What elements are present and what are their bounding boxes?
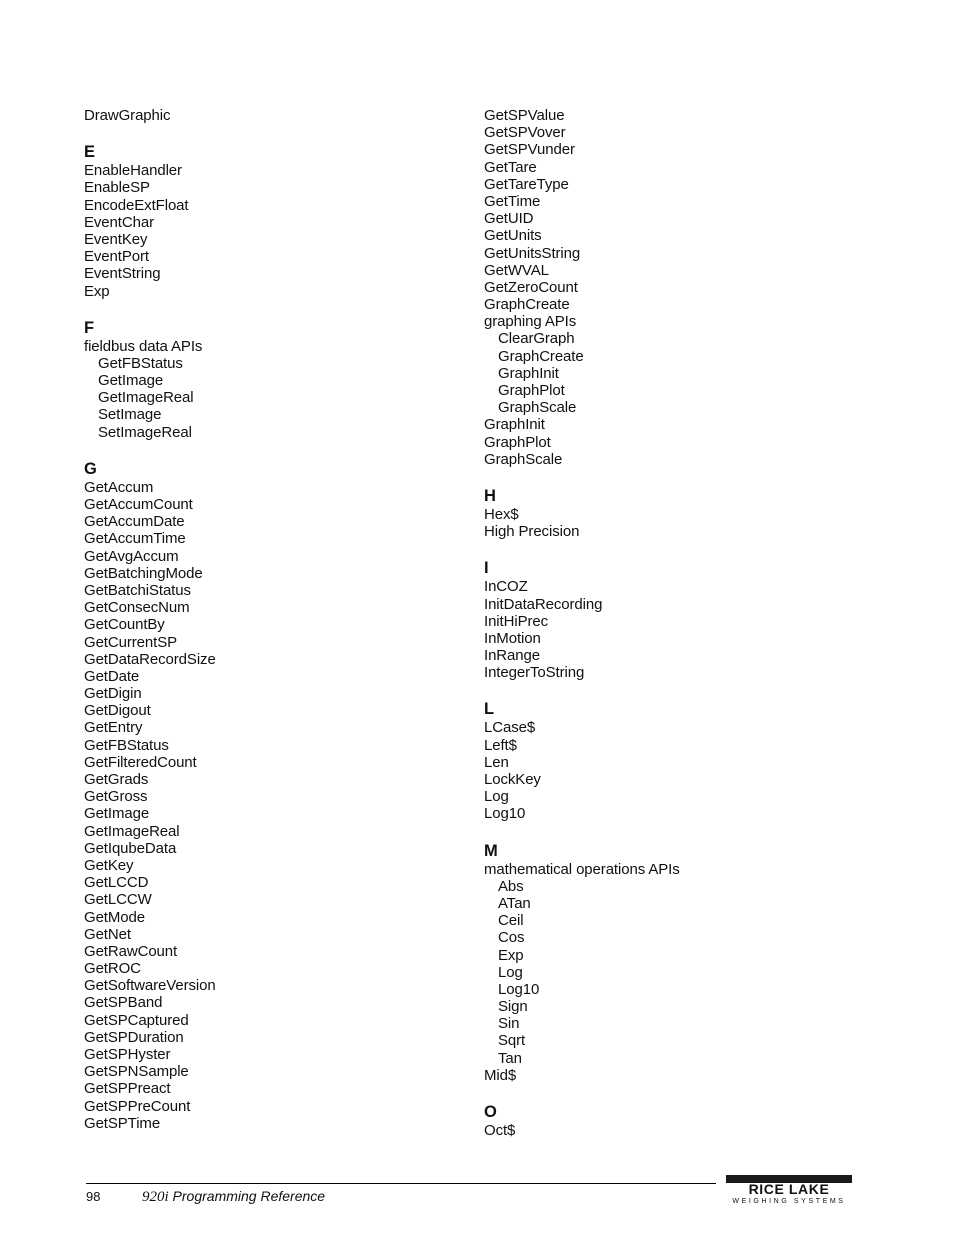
index-entry: GetDigin [84,685,142,703]
index-letter-heading: F [84,318,95,337]
index-subentry: Sign [498,998,528,1016]
index-entry: GetNet [84,925,131,943]
index-entry: Exp [84,282,110,300]
index-entry: GetLCCD [84,874,149,892]
index-entry: GetAccumCount [84,496,193,513]
index-entry: GetTareType [484,175,569,193]
index-entry: LCase$ [484,719,536,737]
index-subentry: Ceil [498,912,524,930]
index-entry: GraphScale [484,450,563,468]
index-entry: GetCountBy [84,616,165,634]
index-entry: Mid$ [484,1066,517,1084]
index-entry: GetDigout [84,702,151,720]
index-entry: GetDataRecordSize [84,650,216,668]
index-entry: IntegerToString [484,664,585,682]
footer-model: 920i [142,1189,169,1205]
index-entry: GetMode [84,908,145,926]
index-entry: High Precision [484,523,580,541]
footer-title-text: Programming Reference [168,1188,326,1204]
index-subentry: Exp [498,946,524,964]
index-entry: Hex$ [484,505,519,523]
index-entry: GetSPHyster [84,1046,171,1063]
index-entry: GetUnitsString [484,244,581,262]
index-entry: GetBatchiStatus [84,581,191,599]
index-entry: GetZeroCount [484,278,578,296]
index-entry: GetLCCW [84,891,152,909]
index-letter-heading: G [84,459,97,478]
index-entry: Len [484,753,509,771]
index-entry: GetGrads [84,771,149,788]
index-subentry: Log [498,963,523,981]
index-entry: EncodeExtFloat [84,196,189,214]
index-subentry: Tan [498,1049,522,1067]
index-entry: GetFBStatus [84,736,169,754]
index-entry: GetKey [84,856,134,874]
index-subentry: SetImageReal [98,423,192,441]
index-entry: GraphInit [484,416,545,434]
index-letter-heading: I [484,559,489,578]
index-entry: GetSPCaptured [84,1011,189,1029]
footer-document-title [142,1188,325,1206]
index-entry: Oct$ [484,1122,516,1139]
index-entry: Left$ [484,736,517,754]
index-entry: EnableHandler [84,162,182,180]
index-entry: GetFilteredCount [84,753,197,771]
index-entry: GetEntry [84,719,143,737]
index-letter-heading: E [84,143,96,162]
index-entry: GetTare [484,158,537,176]
index-entry: InMotion [484,629,541,647]
index-entry: GetImage [84,805,150,823]
index-entry: GetSPValue [484,107,565,124]
index-entry: GetIqubeData [84,839,177,857]
index-subentry: GraphPlot [498,382,565,399]
index-entry: GetUnits [484,227,542,245]
index-entry: EnableSP [84,179,150,197]
index-entry: GraphCreate [484,296,570,314]
index-subentry: GraphScale [498,399,577,417]
index-entry: EventString [84,265,161,283]
index-letter-heading: O [484,1103,497,1121]
index-entry: GetUID [484,210,534,228]
index-column-right [484,107,844,1139]
index-letter-heading: M [484,841,498,860]
index-entry: GetDate [84,667,140,685]
index-entry: GetSPPreact [84,1080,171,1098]
index-entry: Log10 [484,805,526,823]
index-entry: GetSPVover [484,124,566,142]
index-entry: EventKey [84,230,148,248]
index-entry: GetWVAL [484,261,549,279]
index-subentry: Log10 [498,980,540,998]
index-entry: GetAccumTime [84,530,186,548]
index-entry: GetTime [484,192,541,210]
index-entry: GraphPlot [484,433,551,451]
index-entry: GetAccumDate [84,513,185,531]
footer-rule [86,1183,716,1184]
index-entry: DrawGraphic [84,107,171,124]
logo-tagline: WEIGHING SYSTEMS [732,1198,846,1205]
index-entry: EventPort [84,248,149,266]
index-entry: InitHiPrec [484,612,549,630]
logo-name: RICE LAKE [748,1181,830,1197]
index-entry: GetSPBand [84,994,163,1012]
index-subentry: Sin [498,1015,520,1033]
index-subentry: GetFBStatus [98,354,183,372]
index-entry: GetSPDuration [84,1028,184,1046]
index-entry: GetSPTime [84,1114,161,1132]
index-subentry: Cos [498,929,525,947]
index-entry: InCOZ [484,578,528,596]
index-letter-heading: H [484,486,496,505]
index-subentry: ATan [498,894,531,912]
index-entry: InRange [484,647,541,665]
index-entry: GetCurrentSP [84,633,178,651]
index-entry: GetSoftwareVersion [84,977,216,995]
index-entry: GetSPPreCount [84,1097,191,1115]
index-column-left [84,107,444,1132]
index-entry: GetGross [84,788,148,806]
index-subentry: ClearGraph [498,330,575,348]
index-subentry: GetImage [98,372,164,390]
rice-lake-logo [726,1175,852,1208]
index-entry: GetAccum [84,478,154,496]
index-entry: GetSPVunder [484,141,575,159]
index-subentry: GetImageReal [98,389,194,407]
index-entry: GetImageReal [84,822,180,840]
index-subentry: GraphInit [498,364,559,382]
index-subentry: Sqrt [498,1032,526,1050]
index-subentry: SetImage [98,406,162,424]
index-entry: Log [484,788,509,806]
index-subentry: Abs [498,877,524,895]
index-entry: GetSPNSample [84,1063,189,1081]
index-entry: fieldbus data APIs [84,337,203,355]
page-number: 98 [86,1189,101,1204]
index-entry: EventChar [84,213,154,231]
index-entry: GetRawCount [84,942,178,960]
index-entry: GetROC [84,960,141,978]
index-entry: graphing APIs [484,313,577,331]
index-letter-heading: L [484,700,495,719]
index-entry: mathematical operations APIs [484,860,680,878]
index-entry: InitDataRecording [484,595,603,613]
index-entry: GetBatchingMode [84,564,203,582]
index-subentry: GraphCreate [498,347,584,365]
index-entry: LockKey [484,771,541,788]
index-entry: GetAvgAccum [84,547,179,565]
index-entry: GetConsecNum [84,599,190,617]
